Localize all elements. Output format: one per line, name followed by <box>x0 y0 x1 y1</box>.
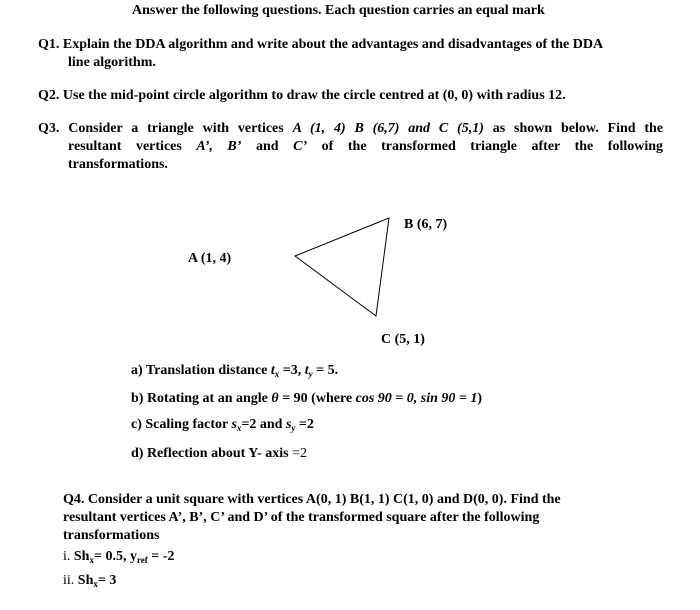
q3-primes: A’, B’ <box>196 139 242 154</box>
q2-line-1: Q2. Use the mid-point circle algorithm to draw the circle centred at (0, 0) with radius 12. <box>38 88 566 103</box>
q3-text-c: resultant vertices <box>68 139 182 154</box>
triangle-shape <box>295 218 389 316</box>
q3-part-b: b) Rotating at an angle θ = 90 (where cos 90 = 0, sin 90 = 1) <box>131 391 483 406</box>
vertex-label-b: B (6, 7) <box>404 217 448 232</box>
q3-text-a: Consider a triangle with vertices <box>68 121 284 136</box>
page-header: Answer the following questions. Each question carries an equal mark <box>132 3 545 18</box>
q3-and: and <box>255 139 279 154</box>
q3-part-a: a) Translation distance $t_x =3$, $t_y = 5$. <box>131 363 339 379</box>
q4-item-ii: ii. $Sh_x= 3$ <box>63 573 117 589</box>
q4-item-i: i. $Sh_x= 0.5$, $y_{ref} = -2$ <box>63 549 175 565</box>
q3-cprime: C’ <box>293 139 308 154</box>
q3-part-d: d) Reflection about Y- axis =2 <box>131 446 308 461</box>
q3-vertices: A (1, 4) B (6,7) and C (5,1) <box>292 121 484 136</box>
q3-label: Q3. <box>38 121 60 136</box>
q3-text-b: as shown below. Find the <box>492 121 664 136</box>
q3-text-d: of the transformed triangle after the following <box>321 139 664 154</box>
q1-line-2: line algorithm. <box>68 55 156 70</box>
q1-line-1: Q1. Explain the DDA algorithm and write about the advantages and disadvantages of the DDA <box>38 37 604 52</box>
vertex-label-a: A (1, 4) <box>188 251 232 266</box>
q4-line-3: transformations <box>63 528 160 543</box>
q4-line-2: resultant vertices A’, B’, C’ and D’ of the transformed square after the following <box>63 510 540 525</box>
q4-line-1: Q4. Consider a unit square with vertices A(0, 1) B(1, 1) C(1, 0) and D(0, 0). Find the <box>63 492 561 507</box>
vertex-label-c: C (5, 1) <box>381 332 425 347</box>
q3-line-3: transformations. <box>68 157 168 172</box>
q3-part-c: c) Scaling factor $s_x=2$ and $s_y =2$ <box>131 417 314 433</box>
